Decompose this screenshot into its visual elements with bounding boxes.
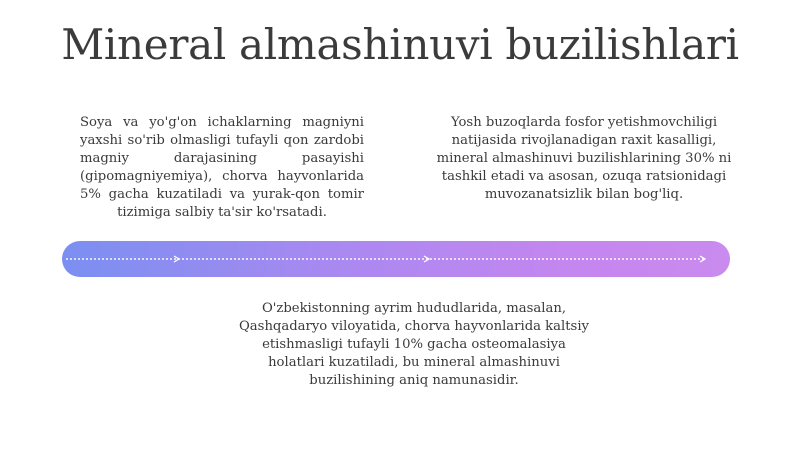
text-block-bottom-center: O'zbekistonning ayrim hududlarida, masalan, Qashqadaryo viloyatida, chorva hayvonlarida kaltsiy etishmasligi tufayli 10% gacha osteomalasiya holatlari kuzatiladi, bu mineral almashinuvi buzilishining aniq namunasidir. (239, 301, 589, 388)
slide-title: Mineral almashinuvi buzilishlari (61, 20, 739, 69)
timeline-arrow-line (62, 241, 730, 277)
timeline-bar (62, 241, 730, 277)
text-block-top-left: Soya va yo'g'on ichaklarning magniyni yaxshi so'rib olmasligi tufayli qon zardobi magniy darajasining pasayishi (gipomagniyemiya), chorva hayvonlarida 5% gacha kuzatiladi va yurak-qon tomir tizimiga salbiy ta'sir ko'rsatadi. (80, 115, 364, 220)
text-block-top-right: Yosh buzoqlarda fosfor yetishmovchiligi natijasida rivojlanadigan raxit kasalligi, mineral almashinuvi buzilishlarining 30% ni tashkil etadi va asosan, ozuqa ratsionidagi muvozanatsizlik bilan bog'liq. (436, 115, 732, 202)
